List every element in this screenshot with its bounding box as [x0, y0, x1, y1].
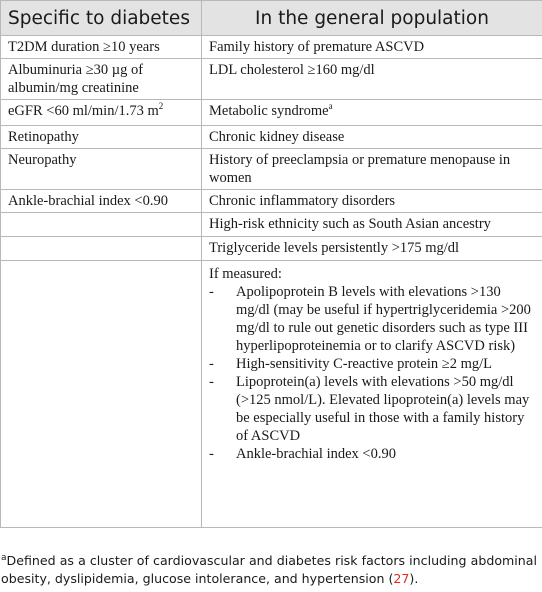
- table-row: [1, 100, 542, 126]
- cell-diabetes-empty: [1, 213, 202, 237]
- footnote-mark: a: [328, 101, 333, 112]
- measured-list: [209, 283, 536, 463]
- table-row: [1, 149, 542, 190]
- cell-general: History of preeclampsia or premature menopause in women: [202, 149, 542, 190]
- reference-link[interactable]: 27: [393, 571, 410, 586]
- egfr-superscript: 2: [158, 101, 164, 112]
- list-item-text: Ankle-brachial index <0.90: [236, 446, 396, 462]
- cell-diabetes: Neuropathy: [1, 149, 202, 190]
- cell-general: LDL cholesterol ≥160 mg/dl: [202, 59, 542, 100]
- if-measured-intro: If measured:: [209, 266, 282, 282]
- list-item-text: Lipoprotein(a) levels with elevations >50 mg/dl (>125 nmol/L). Elevated lipoprotein(a) levels may be especially useful in those with a family history of ASCVD: [236, 374, 530, 444]
- dash-bullet: -: [209, 356, 214, 372]
- list-item: [209, 355, 536, 373]
- cell-general: [202, 100, 542, 126]
- list-item-text: Apolipoprotein B levels with elevations >130 mg/dl (may be useful if hypertriglyceridemia >200 mg/dl to rule out genetic disorders such as type III hyperlipoproteinemia or to clarify ASCVD risk): [236, 284, 531, 354]
- table-row: [1, 213, 542, 237]
- cell-general: Chronic kidney disease: [202, 126, 542, 149]
- cell-diabetes-empty: [1, 237, 202, 261]
- table-row: [1, 190, 542, 213]
- cell-general: Family history of premature ASCVD: [202, 36, 542, 59]
- list-item: [209, 283, 536, 355]
- cell-diabetes-empty: [1, 261, 202, 528]
- cell-general: Triglyceride levels persistently >175 mg/dl: [202, 237, 542, 261]
- dash-bullet: -: [209, 374, 214, 390]
- table-row: [1, 237, 542, 261]
- cell-diabetes: Ankle-brachial index <0.90: [1, 190, 202, 213]
- header-specific-to-diabetes: Specific to diabetes: [1, 1, 202, 36]
- table-row: [1, 126, 542, 149]
- cell-diabetes: Albuminuria ≥30 µg of albumin/mg creatinine: [1, 59, 202, 100]
- list-item: [209, 445, 536, 463]
- cell-general: Chronic inflammatory disorders: [202, 190, 542, 213]
- list-item-text: High-sensitivity C-reactive protein ≥2 mg/L: [236, 356, 493, 372]
- table-row: [1, 36, 542, 59]
- dash-bullet: -: [209, 284, 214, 300]
- cell-general: High-risk ethnicity such as South Asian ancestry: [202, 213, 542, 237]
- table-row: [1, 59, 542, 100]
- footnote-end: ).: [409, 571, 419, 586]
- header-general-population: In the general population: [202, 1, 542, 36]
- egfr-text: eGFR <60 ml/min/1.73 m: [8, 103, 159, 119]
- cell-diabetes: T2DM duration ≥10 years: [1, 36, 202, 59]
- cell-diabetes: [1, 100, 202, 126]
- metabolic-text: Metabolic syndrome: [209, 103, 329, 119]
- footnote-mark: a: [1, 552, 7, 563]
- header-row: [1, 1, 542, 36]
- cell-if-measured: [202, 261, 542, 528]
- cell-diabetes: Retinopathy: [1, 126, 202, 149]
- list-item: [209, 373, 536, 445]
- table-row: [1, 261, 542, 528]
- footnote-text: Defined as a cluster of cardiovascular and diabetes risk factors including abdominal obesity, dyslipidemia, glucose intolerance, and hypertension (: [1, 553, 537, 586]
- table-footnote: [1, 552, 537, 588]
- dash-bullet: -: [209, 446, 214, 462]
